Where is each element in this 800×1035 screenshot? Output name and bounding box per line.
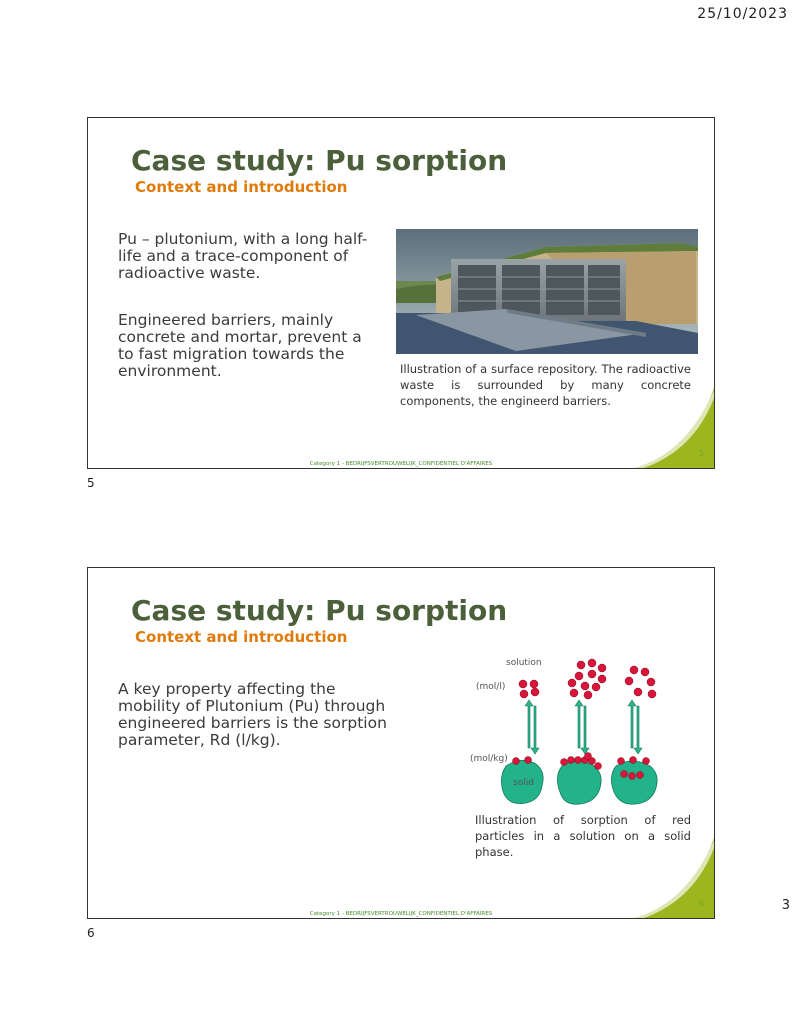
- repository-caption: Illustration of a surface repository. The radioactive waste is surrounded by many concrete components, the engineerd barriers.: [400, 362, 691, 408]
- slide-5: [87, 117, 715, 469]
- solid-label: solid: [513, 778, 534, 788]
- solution-unit-label: (mol/l): [476, 682, 506, 692]
- slide-title: Case study: Pu sorption: [131, 594, 508, 627]
- confidentiality-footer: Category 1 - BEDRIJFSVERTROUWELIJK_CONFIDENTIEL D'AFFAIRES: [309, 911, 493, 917]
- page-number: 6: [698, 899, 704, 908]
- slide-subtitle: Context and introduction: [135, 178, 348, 196]
- sorption-caption: Illustration of sorption of red particles in a solution on a solid phase.: [475, 813, 691, 859]
- confidentiality-footer: Category 1 - BEDRIJFSVERTROUWELIJK_CONFIDENTIEL D'AFFAIRES: [309, 461, 493, 467]
- slide-6: [87, 567, 715, 919]
- body-paragraph-sorption: A key property affecting the mobility of Plutonium (Pu) through engineered barriers is the sorption parameter, Rd (l/kg).: [118, 680, 387, 749]
- slide-index: 5: [87, 476, 95, 490]
- page-number: 5: [698, 449, 704, 458]
- body-paragraph-barriers: Engineered barriers, mainly concrete and mortar, prevent a to fast migration towards the environment.: [118, 311, 362, 380]
- solution-label: solution: [506, 658, 542, 668]
- print-date: 25/10/2023: [697, 6, 788, 22]
- slide-title: Case study: Pu sorption: [131, 144, 508, 177]
- sorption-diagram: [464, 648, 704, 808]
- sheet-number: 3: [781, 898, 790, 913]
- slide-index: 6: [87, 926, 95, 940]
- exchange-arrows: [525, 700, 642, 754]
- body-paragraph-pu: Pu – plutonium, with a long half-life and a trace-component of radioactive waste.: [118, 230, 368, 282]
- repository-illustration: [396, 229, 698, 354]
- slide-subtitle: Context and introduction: [135, 628, 348, 646]
- solid-unit-label: (mol/kg): [470, 754, 508, 764]
